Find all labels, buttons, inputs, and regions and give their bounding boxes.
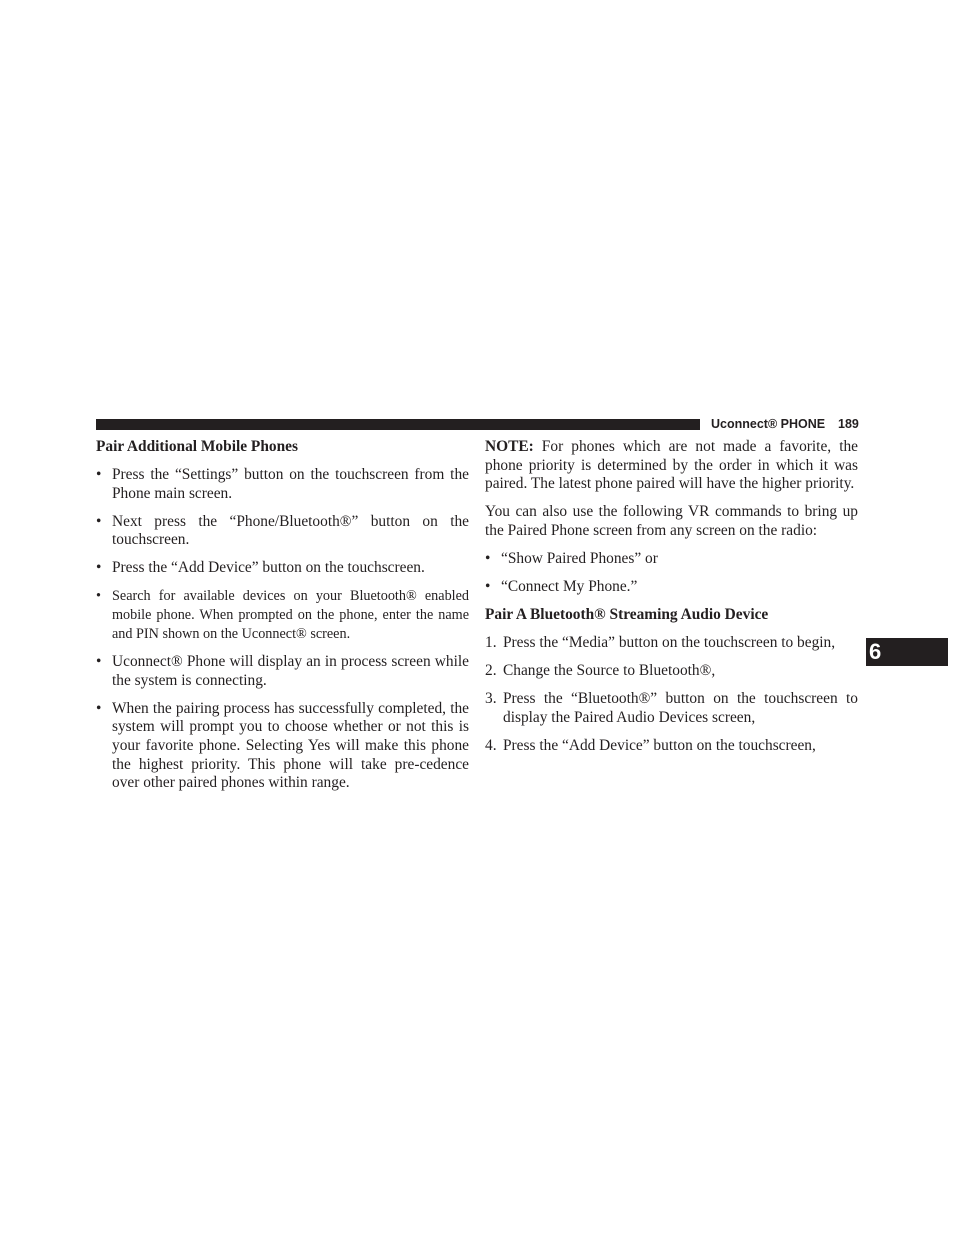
vr-intro-paragraph: You can also use the following VR commands to bring up the Paired Phone screen from any screen on the radio: bbox=[485, 503, 858, 540]
list-item: 3. Press the “Bluetooth®” button on the touchscreen to display the Paired Audio Devices screen, bbox=[485, 690, 858, 726]
page-number: 189 bbox=[838, 417, 859, 431]
list-item: • Press the “Settings” button on the touchscreen from the Phone main screen. bbox=[96, 466, 469, 502]
bullet-marker: • bbox=[96, 512, 102, 530]
pair-streaming-heading: Pair A Bluetooth® Streaming Audio Device bbox=[485, 606, 769, 624]
header-rule bbox=[96, 419, 700, 430]
right-column bbox=[485, 438, 858, 765]
note-text: For phones which are not made a favorite, the phone priority is determined by the order in which it was paired. The latest phone paired will have the higher priority. bbox=[485, 438, 858, 493]
step-number: 4. bbox=[485, 736, 497, 754]
note-label: NOTE: bbox=[485, 438, 534, 455]
list-item: • Next press the “Phone/Bluetooth®” button on the touchscreen. bbox=[96, 512, 469, 549]
step-number: 2. bbox=[485, 662, 497, 680]
bullet-marker: • bbox=[96, 699, 102, 717]
list-item: 1. Press the “Media” button on the touchscreen to begin, bbox=[485, 634, 836, 652]
list-item: 2. Change the Source to Bluetooth®, bbox=[485, 662, 716, 680]
step-number: 1. bbox=[485, 634, 497, 652]
list-item: • Uconnect® Phone will display an in process screen while the system is connecting. bbox=[96, 652, 469, 689]
left-column bbox=[96, 438, 469, 802]
bullet-marker: • bbox=[96, 652, 102, 670]
chapter-number: 6 bbox=[869, 639, 882, 664]
list-item: • “Show Paired Phones” or bbox=[485, 550, 658, 568]
note-paragraph bbox=[485, 438, 858, 494]
bullet-marker: • bbox=[96, 588, 101, 605]
vr-commands-list bbox=[485, 550, 858, 597]
list-item: • “Connect My Phone.” bbox=[485, 578, 638, 596]
streaming-steps-list bbox=[485, 634, 858, 755]
bullet-marker: • bbox=[485, 550, 491, 568]
list-item: • Press the “Add Device” button on the touchscreen. bbox=[96, 559, 425, 577]
bullet-marker: • bbox=[96, 466, 102, 483]
chapter-tab bbox=[866, 638, 948, 666]
pair-additional-heading: Pair Additional Mobile Phones bbox=[96, 438, 298, 455]
bullet-marker: • bbox=[485, 578, 491, 596]
step-number: 3. bbox=[485, 690, 497, 708]
pairing-steps-list bbox=[96, 466, 469, 793]
list-item: • Search for available devices on your Bluetooth® enabled mobile phone. When prompted on the phone, enter the name and PIN shown on the Uconnect® screen. bbox=[96, 588, 469, 642]
list-item: • When the pairing process has successfully completed, the system will prompt you to choose whether or not this is your favorite phone. Selecting Yes will make this phone the highest priority. This phone will take pre-cedence over other paired phones within range. bbox=[96, 699, 469, 792]
bullet-marker: • bbox=[96, 559, 102, 577]
list-item: 4. Press the “Add Device” button on the touchscreen, bbox=[485, 736, 816, 754]
section-title: Uconnect® PHONE bbox=[711, 417, 826, 431]
